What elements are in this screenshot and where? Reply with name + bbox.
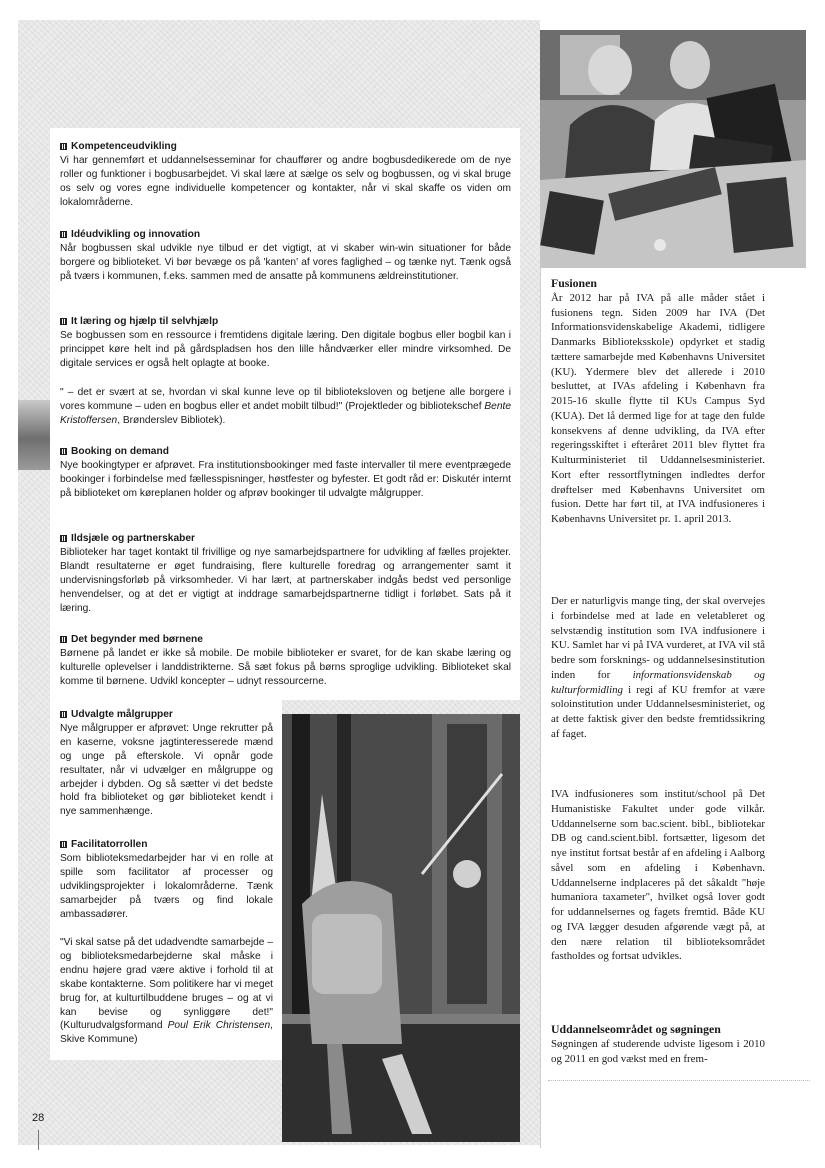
square-bullet-icon — [60, 636, 67, 643]
section-body: Se bogbussen som en ressource i fremtidens digitale læring. Den digitale bogbus eller bogbil kan i princippet køre helt ind på gårdspladsen hos den lille håndværker eller mindre virksomhed. De digitale services er også helt oplagte at booke. — [60, 329, 511, 369]
paragraph — [551, 594, 765, 742]
section-heading: Facilitatorrollen — [71, 839, 148, 850]
square-bullet-icon — [60, 841, 67, 848]
quote-christensen — [60, 936, 273, 1047]
quote-kristoffersen — [60, 386, 511, 428]
square-bullet-icon — [60, 318, 67, 325]
right-section-fusionen — [551, 276, 765, 527]
section-boernene — [60, 633, 511, 689]
square-bullet-icon — [60, 231, 67, 238]
section-body: Når bogbussen skal udvikle nye tilbud er det vigtigt, at vi skaber win-win situationer for både borgere og biblioteket. Vi bør bevæge os på 'kanten' af vores faglighed – og tænke nyt. Tænk også på tværs i kommunen, f.eks. sammen med de ansatte på kommunens ældreinstitutioner. — [60, 242, 511, 282]
right-paragraph-2 — [551, 594, 765, 742]
photo-people-at-computers — [540, 30, 806, 268]
section-heading: Idéudvikling og innovation — [71, 229, 201, 240]
section-body: Nye bookingtyper er afprøvet. Fra institutionsbookinger med faste intervaller til mere eventprægede bookinger i forbindelse med fællesspisninger, høstfester og byfester. Et godt råd er: Diskutér internt på biblioteket om køreplanen holder og afprøv bookinger til udvalgte målgrupper. — [60, 459, 511, 499]
section-ildsjaele — [60, 532, 511, 615]
paragraph-part: i regi af KU fremfor at være soloinstitution under Uddannelsesministeriet, og at dette faktisk giver den bedste fremtidssikring af faget. — [551, 683, 765, 740]
section-kompetenceudvikling — [60, 140, 511, 210]
quote-suffix: , Brønderslev Bibliotek). — [117, 414, 226, 426]
quote-author: Poul Erik Christensen — [167, 1020, 271, 1032]
section-maalgrupper — [60, 708, 273, 819]
square-bullet-icon — [60, 711, 67, 718]
section-heading: Ildsjæle og partnerskaber — [71, 533, 195, 544]
page-number-rule — [38, 1130, 39, 1150]
square-bullet-icon — [60, 535, 67, 542]
section-body: Børnene på landet er ikke så mobile. De mobile biblioteker er svaret, for de kan skabe læring og kulturelle oplevelser i landdistrikterne. Så sæt fokus på børns sproglige udvikling. Biblioteket skal komme til børnene. Udvikl koncepter – udnyt ressourcerne. — [60, 647, 511, 687]
quote-author: Bente Kristoffersen — [60, 400, 512, 426]
dotted-rule — [548, 1080, 810, 1081]
section-heading: Booking on demand — [71, 446, 169, 457]
section-body: Nye målgrupper er afprøvet: Unge rekrutter på en kaserne, voksne jagtinteresserede mænd og unge på efterskole. Vi opnår gode resultater, når vi udvælger en målgruppe og arbejder i dybden. Og så sætter vi det bedste hold fra biblioteket og gør biblioteket kendt i nye sammenhænge. — [60, 722, 273, 818]
column-divider — [540, 268, 541, 1148]
quote-text: "Vi skal satse på det udadvendte samarbejde – og biblioteksmedarbejderne skal måske i endnu højere grad være aktive i forhold til at skabe kontakterne. Som politikere har vi meget brug for, at kulturtilbuddene bruges – og at vi kan bevise og synliggøre det!" (Kulturudvalgsformand — [60, 937, 273, 1032]
section-heading: Uddannelseområdet og søgningen — [551, 1022, 721, 1036]
section-facilitatorrollen — [60, 838, 273, 921]
paragraph: Søgningen af studerende udviste ligesom i 2010 og 2011 en god vækst med en frem- — [551, 1037, 765, 1065]
section-body: Biblioteker har taget kontakt til frivillige og nye samarbejdspartnere for udvikling af fælles projekter. Blandt resultaterne er øget fundraising, flere kulturelle foredrag og arrangementer samt it undervisningsforløb på virksomheder. Vi har lært, at partnerskaber indgås bedst ved personlige henvendelser, og at det er vigtigt at inddrage samarbejdspartnerne tidligt i forløbet. Sats på it læring. — [60, 546, 511, 614]
photo-child-entering-bookbus — [282, 714, 520, 1142]
section-heading: Udvalgte målgrupper — [71, 709, 173, 720]
paragraph-part: Der er naturligvis mange ting, der skal overvejes i forbindelse med at lade en veletableret og selvstændig institution som IVA indfusionere i KU. Samlet har vi på IVA vurderet, at IVA vil stå bedre som forsknings- og uddannelsesinstitution inden for — [551, 595, 765, 681]
section-heading: Fusionen — [551, 276, 597, 290]
section-heading: It læring og hjælp til selvhjælp — [71, 316, 219, 327]
quote-text: " – det er svært at se, hvordan vi skal kunne leve op til biblioteksloven og betjene alle borgere i vores kommune – uden en bogbus eller et andet mobilt tilbud!" (Projektleder og bibliotekschef — [60, 387, 511, 412]
right-section-uddannelse — [551, 1022, 765, 1066]
quote-suffix: , Skive Kommune) — [60, 1020, 273, 1046]
section-body: Vi har gennemført et uddannelsesseminar for chauffører og andre bogbusdedikerede om de nye roller og funktioner i bogbusarbejdet. Vi skal lære at sælge os selv og bogbussen, og vi skal bruge os selv og vores egne individuelle kompetencer og kontakter, når vi skal skaffe os viden om lokalområderne. — [60, 154, 511, 208]
page-number: 28 — [32, 1112, 45, 1124]
section-body: Som biblioteksmedarbejder har vi en rolle at spille som facilitator af processer og udviklingsprojekter i lokalområderne. Tænk samarbejder på tværs og find lokale ambassadører. — [60, 852, 273, 920]
square-bullet-icon — [60, 448, 67, 455]
section-ideudvikling — [60, 228, 511, 284]
section-booking — [60, 445, 511, 501]
paragraph-emphasis: informationsvidenskab og kulturformidling — [551, 668, 765, 696]
section-it-laering — [60, 315, 511, 371]
paragraph: År 2012 har på IVA på alle måder stået i fusionens tegn. Siden 2009 har IVA (Det Informationsvidenskabelige Akademi, tidligere Danmarks Biblioteksskole) opdyrket et stadig tættere samarbejde med Københavns Universitet (KU). Ydermere blev det allerede i 2010 besluttet, at IVAs afdeling i København fra 2015-16 skulle flytte til KUs Campus Syd (KUA). Det lå dermed lige for at tage den fulde konsekvens af denne udvikling, da IVA efter regeringsskiftet i efteråret 2011 blev flyttet fra Kulturministeriet til Uddannelsesministeriet. Kort efter ressortflytningen indledtes derfor drøftelser med Københavns Universitet om fusion. Dette har ført til, at IVA indfusioneres i Københavns Universitet pr. 1. april 2013. — [551, 291, 765, 525]
paragraph: IVA indfusioneres som institut/school på Det Humanistiske Fakultet under gode vilkår. Uddannelserne som bac.scient. bibl., bibliotekar DB og cand.scient.bibl. fortsætter, ligesom det nye institut fortsat består af en afdeling i Aalborg såvel som en afdeling i København. Uddannelserne indplaceres på det såkaldt "høje humaniora taxameter", hvilket også lover godt for uddannelsernes og fagets fremtid. Både KU og IVA lægger desuden afgørende vægt på, at den nære relation til biblioteksområdet fastholdes og fortsat udvikles. — [551, 788, 765, 963]
square-bullet-icon — [60, 143, 67, 150]
right-paragraph-3 — [551, 787, 765, 964]
section-heading: Kompetenceudvikling — [71, 141, 177, 152]
section-heading: Det begynder med børnene — [71, 634, 203, 645]
